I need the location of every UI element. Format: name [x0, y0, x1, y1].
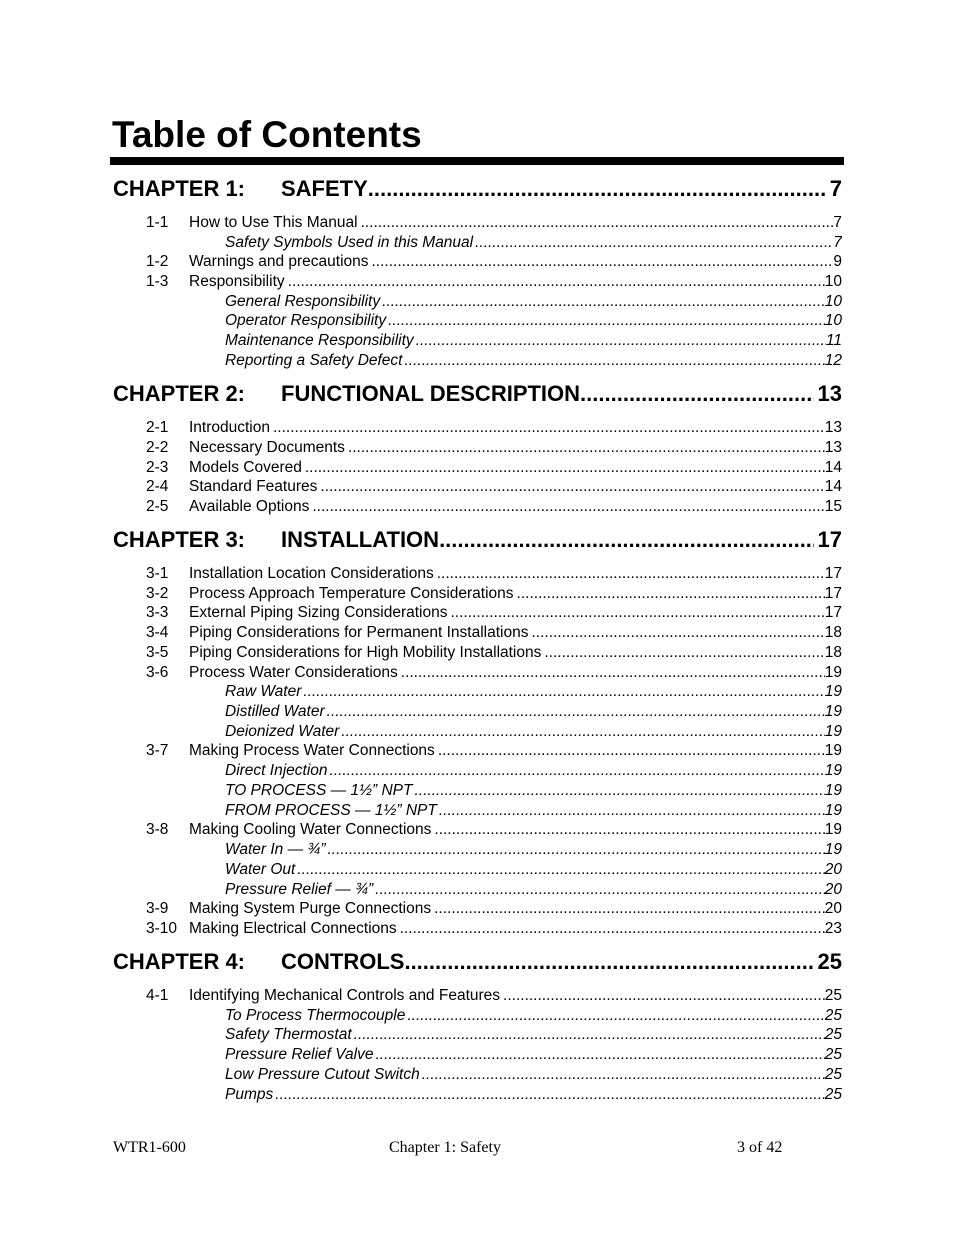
toc-entry-title: Introduction — [189, 419, 270, 436]
toc-entry-number: 2-4 — [146, 478, 169, 495]
toc-entry-number: CHAPTER 1: — [113, 176, 246, 201]
toc-entry-title: Responsibility — [189, 273, 285, 290]
toc-section[interactable] — [146, 439, 842, 459]
toc-dot-leader — [531, 624, 824, 642]
toc-dot-leader — [503, 987, 825, 1005]
toc-dot-leader — [330, 762, 825, 780]
toc-entry-title: Distilled Water — [225, 703, 325, 720]
toc-entry-page: 20 — [824, 861, 842, 878]
toc-section[interactable] — [146, 644, 842, 664]
toc-dot-leader — [288, 273, 825, 291]
toc-dot-leader — [422, 1066, 825, 1084]
toc-entry-number: 3-2 — [146, 585, 169, 602]
toc-entry-number: 3-5 — [146, 644, 169, 661]
toc-chapter[interactable] — [113, 527, 842, 557]
toc-entry-number: 2-5 — [146, 498, 169, 515]
toc-entry-title: General Responsibility — [225, 293, 381, 310]
toc-entry-page: 15 — [824, 498, 842, 515]
toc-subsection[interactable] — [225, 861, 842, 881]
toc-entry-title: Water Out — [225, 861, 296, 878]
toc-entry-title: Making Cooling Water Connections — [189, 821, 432, 838]
toc-dot-leader — [341, 723, 824, 741]
toc-entry-title: Low Pressure Cutout Switch — [225, 1066, 420, 1083]
toc-entry-page: 13 — [817, 381, 842, 406]
toc-entry-title: Making System Purge Connections — [189, 900, 432, 917]
toc-dot-leader — [320, 478, 824, 496]
toc-entry-title: Piping Considerations for Permanent Installations — [189, 624, 529, 641]
toc-section[interactable] — [146, 900, 842, 920]
toc-subsection[interactable] — [225, 782, 842, 802]
toc-entry-number: 3-1 — [146, 565, 169, 582]
toc-entry-title: SAFETY — [281, 176, 368, 201]
toc-subsection[interactable] — [225, 293, 842, 313]
toc-subsection[interactable] — [225, 1066, 842, 1086]
toc-entry-title: Safety Symbols Used in this Manual — [225, 234, 474, 251]
toc-entry-title: Reporting a Safety Defect — [225, 352, 403, 369]
toc-entry-title: Installation Location Considerations — [189, 565, 434, 582]
toc-section[interactable] — [146, 664, 842, 684]
toc-dot-leader — [544, 644, 824, 662]
toc-entry-number: 2-3 — [146, 459, 169, 476]
toc-entry-page: 10 — [824, 273, 842, 290]
toc-subsection[interactable] — [225, 881, 842, 901]
toc-entry-page: 23 — [824, 920, 842, 937]
toc-entry-page: 18 — [824, 644, 842, 661]
toc-dot-leader — [297, 861, 824, 879]
toc-entry-page: 25 — [824, 1066, 842, 1083]
toc-entry-page: 19 — [824, 742, 842, 759]
toc-entry-page: 20 — [824, 900, 842, 917]
toc-entry-number: 3-4 — [146, 624, 169, 641]
toc-entry-title: Safety Thermostat — [225, 1026, 352, 1043]
toc-entry-number: 3-6 — [146, 664, 169, 681]
toc-entry-title: FROM PROCESS — 1½” NPT — [225, 802, 437, 819]
toc-section[interactable] — [146, 459, 842, 479]
toc-dot-leader — [275, 1086, 825, 1104]
toc-entry-number: CHAPTER 4: — [113, 949, 246, 974]
toc-entry-title: Process Approach Temperature Considerations — [189, 585, 514, 602]
toc-entry-title: Process Water Considerations — [189, 664, 398, 681]
toc-entry-number: 1-1 — [146, 214, 169, 231]
toc-dot-leader — [305, 459, 825, 477]
toc-dot-leader — [312, 498, 824, 516]
toc-entry-page: 17 — [824, 585, 842, 602]
toc-dot-leader — [388, 312, 825, 330]
toc-dot-leader — [348, 439, 825, 457]
toc-dot-leader — [273, 419, 825, 437]
toc-entry-page: 25 — [817, 949, 842, 974]
toc-dot-leader — [368, 176, 826, 202]
toc-entry-number: 4-1 — [146, 987, 169, 1004]
toc-entry-page: 14 — [824, 478, 842, 495]
toc-dot-leader — [580, 381, 813, 407]
toc-entry-page: 17 — [824, 604, 842, 621]
toc-subsection[interactable] — [225, 723, 842, 743]
toc-entry-page: 19 — [824, 683, 842, 700]
toc-entry-title: Maintenance Responsibility — [225, 332, 414, 349]
toc-entry-title: Standard Features — [189, 478, 318, 495]
toc-entry-page: 10 — [824, 293, 842, 310]
toc-entry-title: Models Covered — [189, 459, 302, 476]
toc-entry-page: 7 — [833, 234, 842, 251]
toc-entry-title: Pumps — [225, 1086, 274, 1103]
toc-subsection[interactable] — [225, 841, 842, 861]
toc-entry-page: 11 — [825, 332, 842, 349]
toc-section[interactable] — [146, 214, 842, 234]
toc-entry-page: 19 — [824, 821, 842, 838]
toc-entry-number: 1-2 — [146, 253, 169, 270]
toc-section[interactable] — [146, 604, 842, 624]
toc-section[interactable] — [146, 742, 842, 762]
toc-entry-number: 3-3 — [146, 604, 169, 621]
toc-entry-page: 17 — [824, 565, 842, 582]
toc-section[interactable] — [146, 419, 842, 439]
toc-dot-leader — [434, 900, 825, 918]
toc-entry-page: 7 — [829, 176, 842, 201]
toc-entry-page: 13 — [824, 419, 842, 436]
toc-entry-title: Pressure Relief — ¾” — [225, 881, 374, 898]
toc-subsection[interactable] — [225, 762, 842, 782]
toc-section[interactable] — [146, 498, 842, 518]
toc-dot-leader — [437, 565, 825, 583]
toc-entry-number: 2-1 — [146, 419, 169, 436]
toc-dot-leader — [375, 881, 825, 899]
toc-subsection[interactable] — [225, 683, 842, 703]
toc-entry-page: 12 — [824, 352, 842, 369]
toc-chapter[interactable] — [113, 949, 842, 979]
toc-entry-title: CONTROLS — [281, 949, 405, 974]
toc-entry-page: 19 — [824, 762, 842, 779]
toc-dot-leader — [434, 821, 824, 839]
toc-entry-page: 17 — [817, 527, 842, 552]
toc-entry-number: 3-9 — [146, 900, 169, 917]
toc-dot-leader — [416, 332, 826, 350]
toc-section[interactable] — [146, 253, 842, 273]
toc-entry-title: Pressure Relief Valve — [225, 1046, 374, 1063]
toc-section[interactable] — [146, 478, 842, 498]
toc-entry-title: Water In — ¾” — [225, 841, 326, 858]
toc-entry-page: 19 — [824, 723, 842, 740]
toc-dot-leader — [407, 1007, 824, 1025]
toc-entry-title: Deionized Water — [225, 723, 340, 740]
toc-dot-leader — [401, 664, 825, 682]
toc-entry-title: Making Process Water Connections — [189, 742, 435, 759]
toc-subsection[interactable] — [225, 1026, 842, 1046]
toc-dot-leader — [475, 234, 833, 252]
toc-dot-leader — [400, 920, 825, 938]
toc-dot-leader — [439, 527, 813, 553]
toc-section[interactable] — [146, 565, 842, 585]
toc-subsection[interactable] — [225, 1046, 842, 1066]
toc-subsection[interactable] — [225, 234, 842, 254]
toc-entry-title: Operator Responsibility — [225, 312, 387, 329]
footer-document-id: WTR1-600 — [113, 1139, 186, 1156]
toc-subsection[interactable] — [225, 802, 842, 822]
toc-entry-page: 14 — [824, 459, 842, 476]
toc-entry-page: 7 — [833, 214, 842, 231]
toc-section[interactable] — [146, 585, 842, 605]
toc-entry-page: 25 — [824, 1007, 842, 1024]
toc-entry-page: 25 — [824, 1086, 842, 1103]
footer-chapter: Chapter 1: Safety — [389, 1139, 501, 1156]
toc-section[interactable] — [146, 273, 842, 293]
toc-section[interactable] — [146, 821, 842, 841]
toc-entry-page: 10 — [824, 312, 842, 329]
toc-entry-number: 3-10 — [146, 920, 178, 937]
toc-dot-leader — [414, 782, 824, 800]
toc-subsection[interactable] — [225, 703, 842, 723]
toc-chapter[interactable] — [113, 176, 842, 206]
toc-dot-leader — [439, 802, 825, 820]
toc-dot-leader — [361, 214, 834, 232]
toc-entry-title: Warnings and precautions — [189, 253, 369, 270]
toc-dot-leader — [354, 1026, 825, 1044]
toc-entry-title: How to Use This Manual — [189, 214, 358, 231]
toc-entry-page: 19 — [824, 841, 842, 858]
toc-dot-leader — [404, 949, 813, 975]
toc-section[interactable] — [146, 920, 842, 940]
toc-entry-title: External Piping Sizing Considerations — [189, 604, 448, 621]
toc-entry-number: 3-8 — [146, 821, 169, 838]
toc-entry-number: CHAPTER 2: — [113, 381, 246, 406]
toc-entry-page: 20 — [824, 881, 842, 898]
toc-subsection[interactable] — [225, 352, 842, 372]
toc-entry-title: To Process Thermocouple — [225, 1007, 406, 1024]
toc-section[interactable] — [146, 624, 842, 644]
toc-dot-leader — [405, 352, 825, 370]
toc-entry-page: 25 — [824, 1026, 842, 1043]
toc-entry-page: 19 — [824, 664, 842, 681]
toc-entry-page: 25 — [824, 987, 842, 1004]
toc-entry-page: 19 — [824, 703, 842, 720]
toc-dot-leader — [382, 293, 825, 311]
toc-section[interactable] — [146, 987, 842, 1007]
toc-entry-page: 19 — [824, 782, 842, 799]
toc-subsection[interactable] — [225, 1007, 842, 1027]
toc-entry-title: Available Options — [189, 498, 310, 515]
toc-entry-title: Piping Considerations for High Mobility Installations — [189, 644, 542, 661]
toc-entry-number: CHAPTER 3: — [113, 527, 246, 552]
toc-dot-leader — [438, 742, 825, 760]
toc-subsection[interactable] — [225, 1086, 842, 1106]
toc-entry-page: 19 — [824, 802, 842, 819]
toc-entry-number: 1-3 — [146, 273, 169, 290]
toc-dot-leader — [327, 703, 825, 721]
toc-dot-leader — [372, 253, 834, 271]
toc-entry-page: 18 — [824, 624, 842, 641]
toc-entry-title: Identifying Mechanical Controls and Features — [189, 987, 501, 1004]
toc-entry-title: Making Electrical Connections — [189, 920, 397, 937]
toc-entry-title: INSTALLATION — [281, 527, 440, 552]
toc-entry-number: 2-2 — [146, 439, 169, 456]
toc-dot-leader — [450, 604, 824, 622]
toc-entry-title: Direct Injection — [225, 762, 328, 779]
toc-entry-page: 9 — [833, 253, 842, 270]
toc-entry-page: 13 — [824, 439, 842, 456]
toc-entry-title: FUNCTIONAL DESCRIPTION — [281, 381, 581, 406]
toc-entry-number: 3-7 — [146, 742, 169, 759]
toc-dot-leader — [517, 585, 825, 603]
toc-subsection[interactable] — [225, 332, 842, 352]
toc-chapter[interactable] — [113, 381, 842, 411]
page-title: Table of Contents — [112, 114, 422, 155]
toc-dot-leader — [303, 683, 824, 701]
toc-entry-title: TO PROCESS — 1½” NPT — [225, 782, 413, 799]
footer-page-number: 3 of 42 — [737, 1139, 783, 1156]
toc-entry-page: 25 — [824, 1046, 842, 1063]
toc-subsection[interactable] — [225, 312, 842, 332]
toc-dot-leader — [375, 1046, 824, 1064]
toc-entry-title: Necessary Documents — [189, 439, 345, 456]
toc-dot-leader — [328, 841, 825, 859]
toc-entry-title: Raw Water — [225, 683, 302, 700]
